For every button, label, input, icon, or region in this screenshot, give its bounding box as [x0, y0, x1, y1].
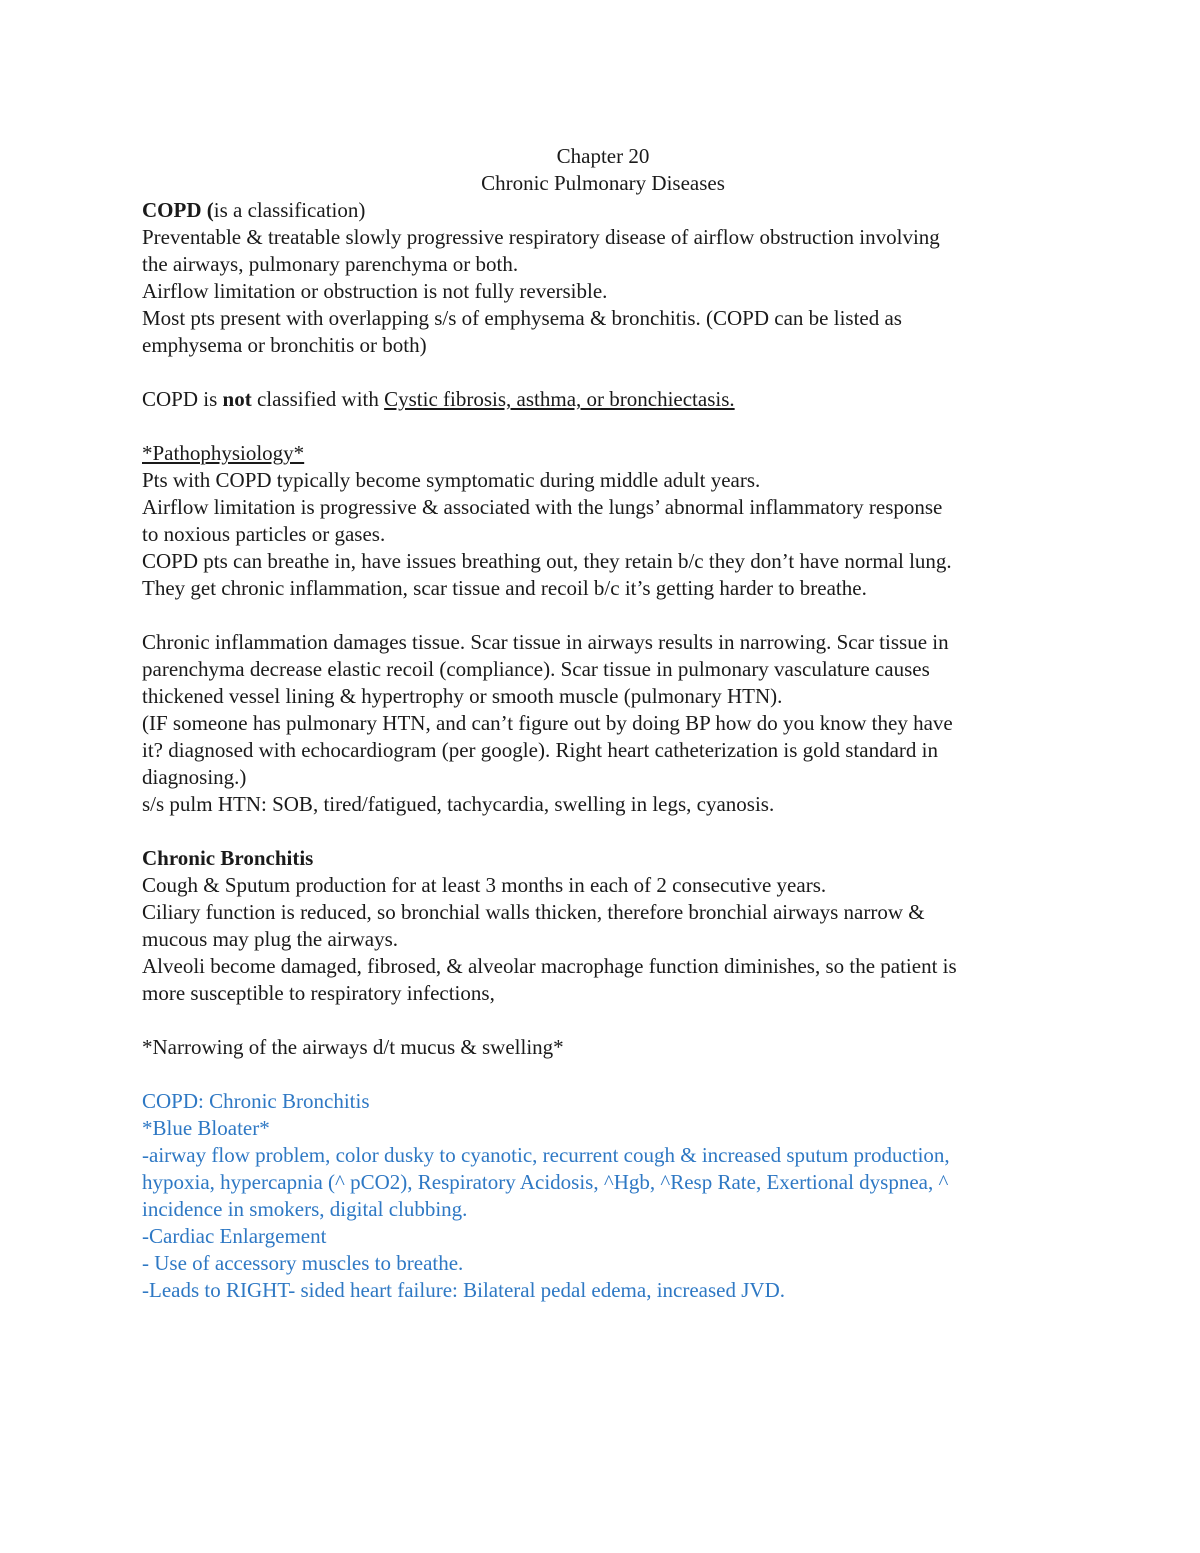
blue-bloater-label: *Blue Bloater* [142, 1116, 270, 1140]
bronchitis-line: Ciliary function is reduced, so bronchial walls thicken, therefore bronchial airways narrow & [142, 900, 925, 924]
blue-line: - Use of accessory muscles to breathe. [142, 1251, 464, 1275]
patho-line: to noxious particles or gases. [142, 522, 386, 546]
spacer [142, 602, 1072, 629]
blue-line: hypoxia, hypercapnia (^ pCO2), Respiratory Acidosis, ^Hgb, ^Resp Rate, Exertional dyspnea, ^ [142, 1170, 949, 1194]
text-span: classified with [251, 387, 385, 411]
chapter-title: Chapter 20 [556, 144, 650, 168]
emphasis-not: not [222, 387, 252, 411]
copd-line: emphysema or bronchitis or both) [142, 333, 427, 357]
copd-heading-rest: is a classification) [213, 198, 366, 222]
chronic-bronchitis-heading: Chronic Bronchitis [142, 846, 314, 870]
blue-line: incidence in smokers, digital clubbing. [142, 1197, 468, 1221]
blue-line: -Leads to RIGHT- sided heart failure: Bilateral pedal edema, increased JVD. [142, 1278, 785, 1302]
copd-heading-bold: COPD ( [142, 198, 214, 222]
blue-line: -airway flow problem, color dusky to cyanotic, recurrent cough & increased sputum production, [142, 1143, 950, 1167]
spacer [142, 413, 1072, 440]
patho-line: Chronic inflammation damages tissue. Scar tissue in airways results in narrowing. Scar tissue in [142, 630, 949, 654]
spacer [142, 1061, 1072, 1088]
bronchitis-line: Alveoli become damaged, fibrosed, & alveolar macrophage function diminishes, so the patient is [142, 954, 957, 978]
patho-line: it? diagnosed with echocardiogram (per google). Right heart catheterization is gold standard in [142, 738, 938, 762]
patho-line: (IF someone has pulmonary HTN, and can’t figure out by doing BP how do you know they have [142, 711, 953, 735]
spacer [142, 1007, 1072, 1034]
bronchitis-line: more susceptible to respiratory infections, [142, 981, 495, 1005]
copd-line: Most pts present with overlapping s/s of emphysema & bronchitis. (COPD can be listed as [142, 306, 902, 330]
blue-line: -Cardiac Enlargement [142, 1224, 327, 1248]
document-body [142, 143, 1072, 1304]
patho-line: Airflow limitation is progressive & associated with the lungs’ abnormal inflammatory response [142, 495, 943, 519]
copd-heading [142, 197, 1072, 224]
spacer [142, 818, 1072, 845]
underlined-conditions: Cystic fibrosis, asthma, or bronchiectasis. [384, 387, 735, 411]
patho-line: s/s pulm HTN: SOB, tired/fatigued, tachycardia, swelling in legs, cyanosis. [142, 792, 775, 816]
bronchitis-line: mucous may plug the airways. [142, 927, 399, 951]
patho-line: COPD pts can breathe in, have issues breathing out, they retain b/c they don’t have normal lung. [142, 549, 952, 573]
text-span: COPD is [142, 387, 223, 411]
copd-line: Airflow limitation or obstruction is not fully reversible. [142, 279, 608, 303]
blue-heading: COPD: Chronic Bronchitis [142, 1089, 370, 1113]
patho-line: thickened vessel lining & hypertrophy or smooth muscle (pulmonary HTN). [142, 684, 783, 708]
patho-line: Pts with COPD typically become symptomatic during middle adult years. [142, 468, 761, 492]
narrowing-note: *Narrowing of the airways d/t mucus & swelling* [142, 1035, 564, 1059]
bronchitis-line: Cough & Sputum production for at least 3 months in each of 2 consecutive years. [142, 873, 827, 897]
spacer [142, 359, 1072, 386]
copd-line: Preventable & treatable slowly progressive respiratory disease of airflow obstruction involving [142, 225, 940, 249]
chapter-subtitle: Chronic Pulmonary Diseases [481, 171, 725, 195]
patho-line: diagnosing.) [142, 765, 247, 789]
pathophysiology-heading: *Pathophysiology* [142, 441, 305, 465]
copd-not-classified [142, 386, 1072, 413]
copd-line: the airways, pulmonary parenchyma or both. [142, 252, 519, 276]
patho-line: parenchyma decrease elastic recoil (compliance). Scar tissue in pulmonary vasculature causes [142, 657, 930, 681]
patho-line: They get chronic inflammation, scar tissue and recoil b/c it’s getting harder to breathe. [142, 576, 867, 600]
